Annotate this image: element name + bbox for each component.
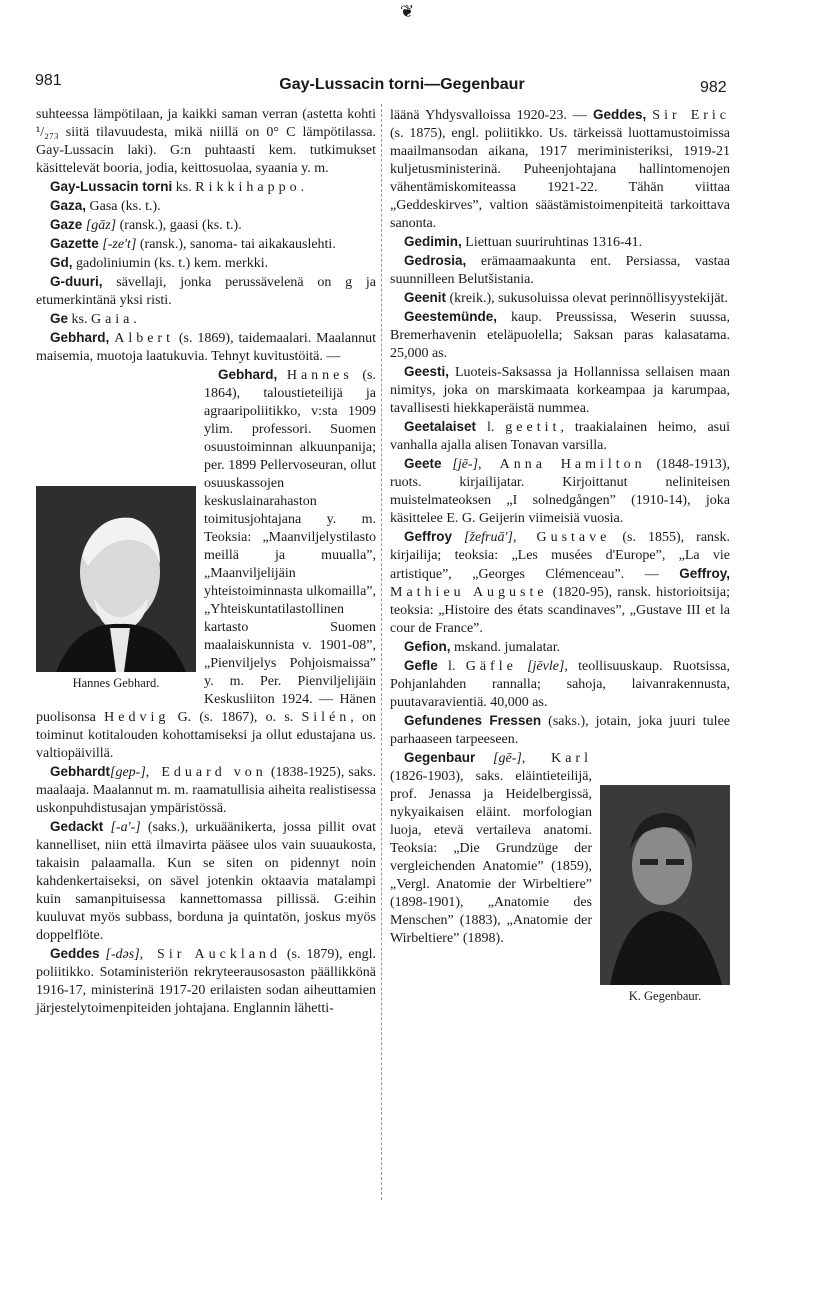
entry-continuation — [390, 106, 730, 233]
text: ks. — [172, 180, 196, 195]
text: l. — [476, 420, 506, 435]
entry-gedackt — [36, 818, 376, 945]
text: . — [300, 180, 305, 195]
headword: Gebhardt — [50, 764, 111, 779]
pronunciation: [jē-] — [452, 457, 479, 472]
entry-geenit — [390, 289, 730, 308]
entry-g-duuri — [36, 273, 376, 310]
given-name: Hedvig — [104, 710, 170, 725]
entry-gaze — [36, 216, 376, 235]
text: l. — [437, 659, 466, 674]
headword: Gegenbaur — [404, 750, 476, 765]
pronunciation: [gāz] — [85, 218, 117, 233]
text: (s. 1879), engl. poliitikko. Sotaministeriön rekryteerausosaston päällikkönä 1916-17, ministerinä 1917-20 erilaisten sodan aiheuttamien järjestelytoimenpiteiden johtajana. Englannin lähetti- — [36, 947, 376, 1016]
headword: Gaza, — [50, 198, 87, 213]
entry-gefle — [390, 657, 730, 712]
figure-hannes-gebhard — [36, 486, 196, 692]
text: G. (s. 1867), o. s. — [169, 710, 302, 725]
text: , on toiminut kotitalouden kohottamiseksi ja ollut edustajana us. valtiopäivillä. — [36, 710, 377, 761]
figure-k-gegenbaur — [600, 785, 730, 1005]
headword: Geffroy, — [679, 566, 730, 581]
pronunciation: [-ze't] — [102, 237, 137, 252]
entry-gedimin — [390, 233, 730, 252]
ornament-mark: ❦ — [400, 2, 415, 21]
text: (ransk.), sanoma- tai aikakauslehti. — [136, 237, 336, 252]
headword: Geddes — [50, 946, 100, 961]
headword: Geddes, — [592, 107, 647, 122]
headword: Geete — [404, 456, 442, 471]
text: ks. — [68, 312, 91, 327]
headword: G-duuri, — [50, 274, 103, 289]
crossref: geetit — [505, 420, 561, 435]
text: sävellaji, jonka perussävelenä on g ja etumerkintänä yksi risti. — [36, 275, 376, 308]
text: gadoliniumin (ks. t.) kem. merkki. — [72, 256, 269, 271]
portrait-photo — [600, 785, 730, 985]
portrait-photo — [36, 486, 196, 672]
text: (ransk.), gaasi (ks. t.). — [116, 218, 242, 233]
text: erämaamaakunta ent. Persiassa, vastaa suunnilleen Belutšistania. — [390, 254, 730, 287]
text: Gasa (ks. t.). — [86, 199, 161, 214]
entry-gazette — [36, 235, 376, 254]
pronunciation: [-a'-] — [110, 820, 141, 835]
given-name: , Anna Hamilton — [478, 457, 646, 472]
entry-gd — [36, 254, 376, 273]
running-head: Gay-Lussacin torni—Gegenbaur — [279, 76, 525, 93]
entry-geete — [390, 455, 730, 528]
pronunciation: [gē-] — [475, 751, 522, 766]
left-column — [36, 106, 376, 1018]
given-name: Albert — [114, 331, 174, 346]
headword: Geestemünde, — [404, 309, 498, 324]
entry-gefundenes-fressen — [390, 712, 730, 749]
headword: Gebhard, — [50, 330, 110, 345]
given-name: Sir Eric — [652, 108, 731, 123]
text: (s. 1869), taidemaalari. Maalannut maisemia, muotoja laatukuvia. Tehnyt kuvitustöitä. — — [36, 331, 377, 364]
headword: Geesti, — [404, 364, 450, 379]
headword: Gay-Lussacin torni — [50, 179, 173, 194]
text: Luoteis-Saksassa ja Hollannissa sellaisen maan nimitys, joka on marskimaata korkeampaa ja karumpaa, tavallisesti hiekkaperäistä nummea. — [390, 365, 730, 416]
page-number-right: 982 — [700, 79, 727, 96]
entry-geetalaiset — [390, 418, 730, 455]
entry-geestemunde — [390, 308, 730, 363]
entry-geffroy-gustave — [390, 528, 730, 638]
page-number-left: 981 — [35, 72, 62, 89]
text: (s. 1875), engl. poliitikko. Us. tärkeissä luottamustoimissa maailmansodan aikana, 1917 meriministeriksi, 1919-21 kuljetusministerinä. Puheenjohtajana hallintomenojen vähentämiskomiteassa 1921-22. Tähän viittaa „Geddeskirves”, valtion säästämistoimenpiteitä tarkoittava sanonta. — [390, 126, 730, 231]
text: (s. 1864), taloustieteilijä ja agraaripoliitikko, v:sta 1909 ylim. professori. Suomen osuustoiminnan alkuunpanija; per. 1899 Pellervoseuran, ollut osuuskassojen keskuslainarahaston toimitusjohtajana y. m. Teoksia: „Maanviljelystilasto meillä ja muualla”, „Maanviljelijäin yhteistoiminnasta ulkomailla”, „Yhteiskuntatilastollinen kartasto Suomen maalaiskunnista v. 1901-08”, „Pienviljelys Pohjoismaissa” y. m. Per. Pienviljelijäin Keskusliiton 1924. — Hänen puolisonsa — [36, 368, 376, 725]
portrait-illustration — [600, 785, 730, 985]
headword: Gebhard, — [218, 367, 278, 382]
given-name: Mathieu Auguste — [390, 585, 548, 600]
text: (s. 1855), ransk. kirjailija; teoksia: „Les musées d'Europe”, „La vie artistique”, „Georges Clémenceau”. — — [390, 530, 730, 582]
text: (kreik.), sukusoluissa olevat perinnöllisyystekijät. — [446, 291, 728, 306]
text: (1848-1913), ruots. kirjailijatar. Kirjoittanut neliniteisen muistelmateoksen „I solnedgången” (1910-14), joka käsittelee E. G. Geijerin viimeisiä vuosia. — [390, 457, 730, 526]
headword: Gedackt — [50, 819, 104, 834]
text: , teollisuuskaup. Ruotsissa, Pohjanlahden rannalla; sahoja, laivanrakennusta, puutavaravientiä. 40,000 as. — [390, 659, 730, 710]
headword: Gazette — [50, 236, 99, 251]
entry-gay-lussacin-torni — [36, 178, 376, 197]
entry-ge — [36, 310, 376, 329]
given-name: , Eduard von — [145, 765, 267, 780]
entry-gefion — [390, 638, 730, 657]
text: (1826-1903), saks. eläintieteilijä, prof. Jenassa ja Heidelbergissä, nykyaikaisen eläint. morfologian luoja, etevä vertaileva anatomi. Teoksia: „Die Grundzüge der vergleichenden Anatomie” (1859), „Vergl. Anatomie der Wirbeltiere” (1898-1901), „Anatomie des Menschen” (1883), „Anatomie der Wirbeltiere” (1898). — [390, 769, 592, 946]
entry-gebhard-albert — [36, 329, 376, 366]
text: (saks.), urkuäänikerta, jossa pillit ovat kannelliset, niin että ilmavirta pääsee ulos vain suuaukosta, takaisin palaamalla. Kun se siten on pidennyt noin kahdenkertaiseksi, on sävel jotenkin oktaavia matalampi kuin samanpituisessa kannettomassa pillissä. G:eihin kuuluvat myös subbass, borduna ja quintatön, joskus myös doppelflöte. — [36, 820, 377, 943]
text: mskand. jumalatar. — [450, 640, 561, 655]
text: läänä Yhdysvalloissa 1920-23. — — [390, 108, 593, 123]
crossref: Rikkihappo — [195, 180, 301, 195]
headword: Gedimin, — [404, 234, 462, 249]
headword: Geffroy — [404, 529, 453, 544]
crossref: Gäfle — [465, 659, 517, 674]
crossref: Gaia — [90, 312, 134, 327]
text: Liettuan suuriruhtinas 1316-41. — [461, 235, 643, 250]
headword: Gd, — [50, 255, 73, 270]
entry-gebhardt — [36, 763, 376, 818]
text: (saks.), jotain, joka juuri tulee parhaaseen tarpeeseen. — [390, 714, 730, 747]
column-divider — [381, 104, 382, 1200]
headword: Gaze — [50, 217, 83, 232]
pronunciation: [jēvle] — [516, 659, 565, 674]
portrait-illustration — [36, 486, 196, 672]
text: (1838-1925), saks. maalaaja. Maalannut m. m. raamatullisia aiheita realistisessa uskonpuhdistusajan ympäristössä. — [36, 765, 376, 816]
given-name: Hannes — [286, 368, 353, 383]
pronunciation: [gep-] — [110, 765, 146, 780]
entry-gedrosia — [390, 252, 730, 289]
headword: Geetalaiset — [404, 419, 477, 434]
given-name: , Sir Auckland — [139, 947, 281, 962]
pronunciation: [žefruā'] — [464, 530, 513, 545]
text: kaup. Preussissa, Weserin suussa, Bremerhavenin eteläpuolella; Saksan paras kalasatama. 25,000 as. — [390, 310, 730, 361]
figure-caption: K. Gegenbaur. — [628, 989, 702, 1003]
text: (1820-95), ransk. historioitsija; teoksia: „Histoire des états scandinaves”, „Gustave III et la cour de France”. — [390, 585, 730, 636]
given-name: , Gustave — [512, 530, 611, 545]
entry-geddes-auckland — [36, 945, 376, 1018]
headword: Ge — [50, 311, 69, 326]
entry-geesti — [390, 363, 730, 418]
headword: Gefion, — [404, 639, 451, 654]
headword: Gefle — [404, 658, 438, 673]
headword: Gefundenes Fressen — [404, 713, 542, 728]
figure-caption: Hannes Gebhard. — [72, 676, 160, 690]
text: . — [133, 312, 137, 327]
entry-gaza — [36, 197, 376, 216]
headword: Gedrosia, — [404, 253, 467, 268]
entry-continuation: suhteessa lämpötilaan, ja kaikki saman verran (astetta kohti ¹/₂₇₃ siitä tilavuudesta, mikä niillä on 0° C lämpötilassa. Gay-Lussacin laki). G:n puhtaasti kem. tutkimukset käsittelevät booria, jodia, keittosuolaa, syaania y. m. — [36, 107, 376, 176]
headword: Geenit — [404, 290, 447, 305]
right-column — [390, 106, 730, 1007]
text: , traakialainen heimo, asui vanhalla ajalla alisen Tonavan varsilla. — [390, 420, 730, 453]
maiden-name: Silén — [301, 710, 351, 725]
given-name: , Karl — [521, 751, 592, 766]
pronunciation: [-dəs] — [105, 947, 140, 962]
